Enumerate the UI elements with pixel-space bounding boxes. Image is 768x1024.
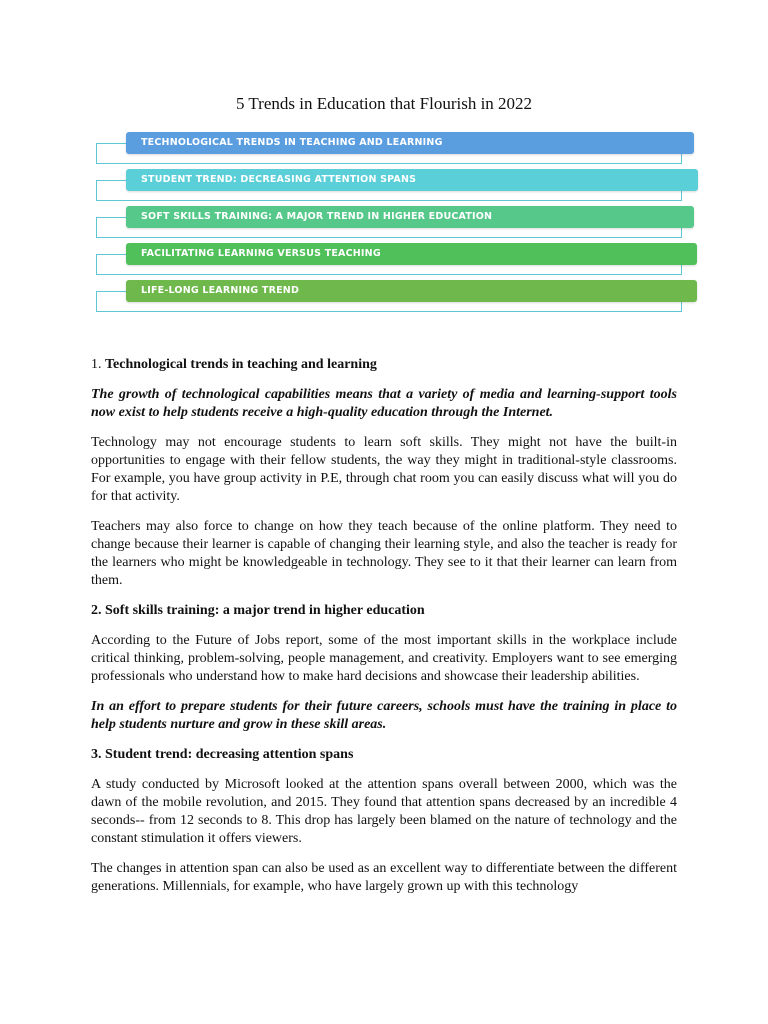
trend-item-3 xyxy=(96,206,682,246)
section-2-paragraph-1: According to the Future of Jobs report, some of the most important skills in the workplace include critical thinking, problem-solving, people management, and creativity. Employers want to see emerging professionals who understand how to make hard decisions and showcase their leadership abilities. xyxy=(91,633,677,684)
section-2-heading xyxy=(91,602,677,620)
section-3-paragraph-1: A study conducted by Microsoft looked at the attention spans overall between 2000, which was the dawn of the mobile revolution, and 2015. They found that attention spans decreased by an incredible 4 seconds-- from 12 seconds to 8. This drop has largely been blamed on the nature of technology and the constant stimulation it offers viewers. xyxy=(91,777,677,846)
section-1-heading xyxy=(91,356,677,374)
section-1-lead: The growth of technological capabilities means that a variety of media and learning-support tools now exist to help students receive a high-quality education through the Internet. xyxy=(91,387,677,420)
section-3-title: 3. Student trend: decreasing attention spans xyxy=(91,747,354,762)
trends-diagram xyxy=(0,0,768,320)
section-1-paragraph-1: Technology may not encourage students to learn soft skills. They might not have the built-in opportunities to engage with their fellow students, the way they might in traditional-style classrooms. For example, you have group activity in P.E, through chat room you can easily discuss what will you do for that activity. xyxy=(91,435,677,504)
document-body xyxy=(91,356,677,908)
trend-item-2 xyxy=(96,169,682,209)
trend-bar-technological: TECHNOLOGICAL TRENDS IN TEACHING AND LEARNING xyxy=(126,132,694,154)
trend-bar-life-long: LIFE-LONG LEARNING TREND xyxy=(126,280,697,302)
trend-item-1 xyxy=(96,132,682,172)
section-1-paragraph-2: Teachers may also force to change on how they teach because of the online platform. They need to change because their learner is capable of changing their learning style, and also the teacher is ready for the learners who might be knowledgeable in technology. They see to it that their learner can learn from them. xyxy=(91,519,677,588)
document-title: 5 Trends in Education that Flourish in 2022 xyxy=(235,94,533,113)
section-1-title: Technological trends in teaching and learning xyxy=(105,357,377,372)
trend-bar-soft-skills: SOFT SKILLS TRAINING: A MAJOR TREND IN HIGHER EDUCATION xyxy=(126,206,694,228)
trend-item-5 xyxy=(96,280,682,320)
section-3-paragraph-2: The changes in attention span can also be used as an excellent way to differentiate between the different generations. Millennials, for example, who have largely grown up with this technology xyxy=(91,861,677,894)
section-2-title: 2. Soft skills training: a major trend in higher education xyxy=(91,603,425,618)
trend-bar-attention-spans: STUDENT TREND: DECREASING ATTENTION SPANS xyxy=(126,169,698,191)
section-2-lead: In an effort to prepare students for their future careers, schools must have the training in place to help students nurture and grow in these skill areas. xyxy=(91,699,677,732)
trend-item-4 xyxy=(96,243,682,283)
section-3-heading xyxy=(91,746,677,764)
trend-bar-facilitating: FACILITATING LEARNING VERSUS TEACHING xyxy=(126,243,697,265)
section-1-number: 1. xyxy=(91,357,102,372)
